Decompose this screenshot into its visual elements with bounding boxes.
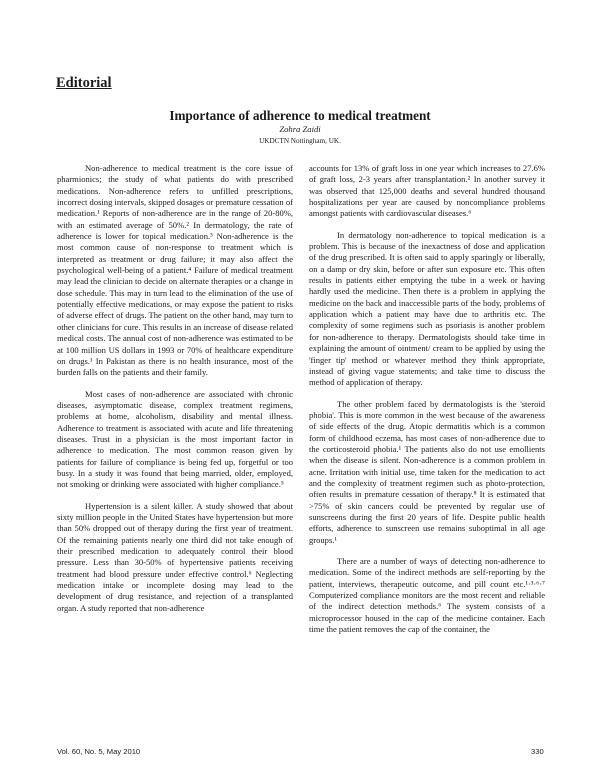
left-column	[57, 163, 293, 624]
page-number: 330	[531, 747, 544, 756]
paragraph: There are a number of ways of detecting non-adherence to medication. Some of the indirect methods are self-reporting by the patient, interviews, therapeutic outcome, and pill count etc.¹·³·⁶·⁷ Computerized compliance monitors are the most recent and reliable of the indirect detection methods.⁶ The system consists of a microprocessor housed in the cap of the medicine container. Each time the patient removes the cap of the container, the	[309, 556, 545, 635]
right-column	[309, 163, 545, 645]
paragraph: Most cases of non-adherence are associated with chronic diseases, asymptomatic disease, complex treatment regimens, problems at home, alcoholism, disability and mental illness. Adherence to treatment is associated with acute and life threatening diseases. Trust in a physician is the most important factor in adherence to medication. The most common reason given by patients for failure of compliance is being fed up, forgetful or too busy. In a study it was found that being married, older, employed, not smoking or drinking were associated with higher compliance.⁵	[57, 388, 293, 490]
paragraph: Hypertension is a silent killer. A study showed that about sixty million people in the United States have hypertension but more than 50% dropped out of therapy during the first year of treatment. Of the remaining patients nearly one third did not take enough of their prescribed medication to adequately control their blood pressure. Less than 30-50% of hypertensive patients receiving treatment had blood pressure under effective control.⁶ Neglecting medication intake or incomplete dosing may lead to the development of drug resistance, and rejection of a transplanted organ. A study reported that non-adherence	[57, 500, 293, 613]
paragraph: accounts for 13% of graft loss in one year which increases to 27.6% of graft loss, 2-3 years after transplantation.² In another survey it was observed that 125,000 deaths and several hundred thousand hospitalizations per year are caused by noncompliance problems amongst patients with cardiovascular diseases.⁶	[309, 163, 545, 219]
article-title: Importance of adherence to medical treatment	[169, 108, 431, 123]
paragraph: In dermatology non-adherence to topical medication is a problem. This is because of the inexactness of dose and application of the drug prescribed. It is often said to apply sparingly or liberally, on a damp or dry skin, before or after sun exposure etc. This often results in patients either emptying the tube in a week or having hardly used the medicine. Then there is a problem in applying the medicine on the back and inaccessible parts of the body, problems of application which a patient may have due to arthritis etc. The complexity of some regimens such as psoriasis is another problem for non-adherence to therapy. Dermatologists should take time in explaining the amount of ointment/ cream to be applied by using the 'finger tip' method or whatever method they think appropriate, instead of giving vague statements; and take time to discuss the method of application of therapy.	[309, 229, 545, 388]
author-affiliation: UKDCTN Nottingham, UK.	[259, 137, 341, 145]
paragraph: The other problem faced by dermatologists is the 'steroid phobia'. This is more common in the west because of the awareness of side effects of the drug. Atopic dermatitis which is a common form of childhood eczema, has most cases of non-adherence due to the corticosteroid phobia.¹ The patients also do not use emollients when the disease is silent. Non-adherence is a common problem in acne. Irritation with initial use, time taken for the medication to act and the complexity of treatment regimen such as photo-protection, often results in premature cessation of therapy.⁸ It is estimated that >75% of skin cancers could be prevented by regular use of sunscreens during the first 20 years of life. Despite public health efforts, adherence to sunscreen use remains suboptimal in all age groups.¹	[309, 398, 545, 545]
paragraph: Non-adherence to medical treatment is the core issue of pharmionics; the study of what patients do with prescribed medications. Non-adherence refers to unfilled prescriptions, incorrect dosing intervals, skipped dosages or premature cessation of medication.¹ Reports of non-adherence are in the range of 20-80%, with an estimated average of 50%.² In dermatology, the rate of adherence is lower for topical medication.³ Non-adherence is the most common cause of non-response to treatment which is interpreted as treatment or drug failure; it may also affect the psychological well-being of a patient.⁴ Failure of medical treatment may lead the clinician to decide on alternate therapies or a change in dose schedule. This may in turn lead to the elimination of the use of potentially effective medications, or may expose the patient to risks of adverse effect of drugs. The patient on the other hand, may turn to other clinicians for cure. This results in an increase of disease related medical costs. The annual cost of non-adherence was estimated to be at 100 million US dollars in 1993 or 70% of healthcare expenditure on drugs.¹ In Pakistan as there is no health insurance, most of the burden falls on the patients and their family.	[57, 163, 293, 378]
journal-citation: Vol. 60, No. 5, May 2010	[57, 747, 141, 756]
section-label: Editorial	[56, 75, 112, 91]
author-name: Zohra Zaidi	[279, 124, 321, 134]
